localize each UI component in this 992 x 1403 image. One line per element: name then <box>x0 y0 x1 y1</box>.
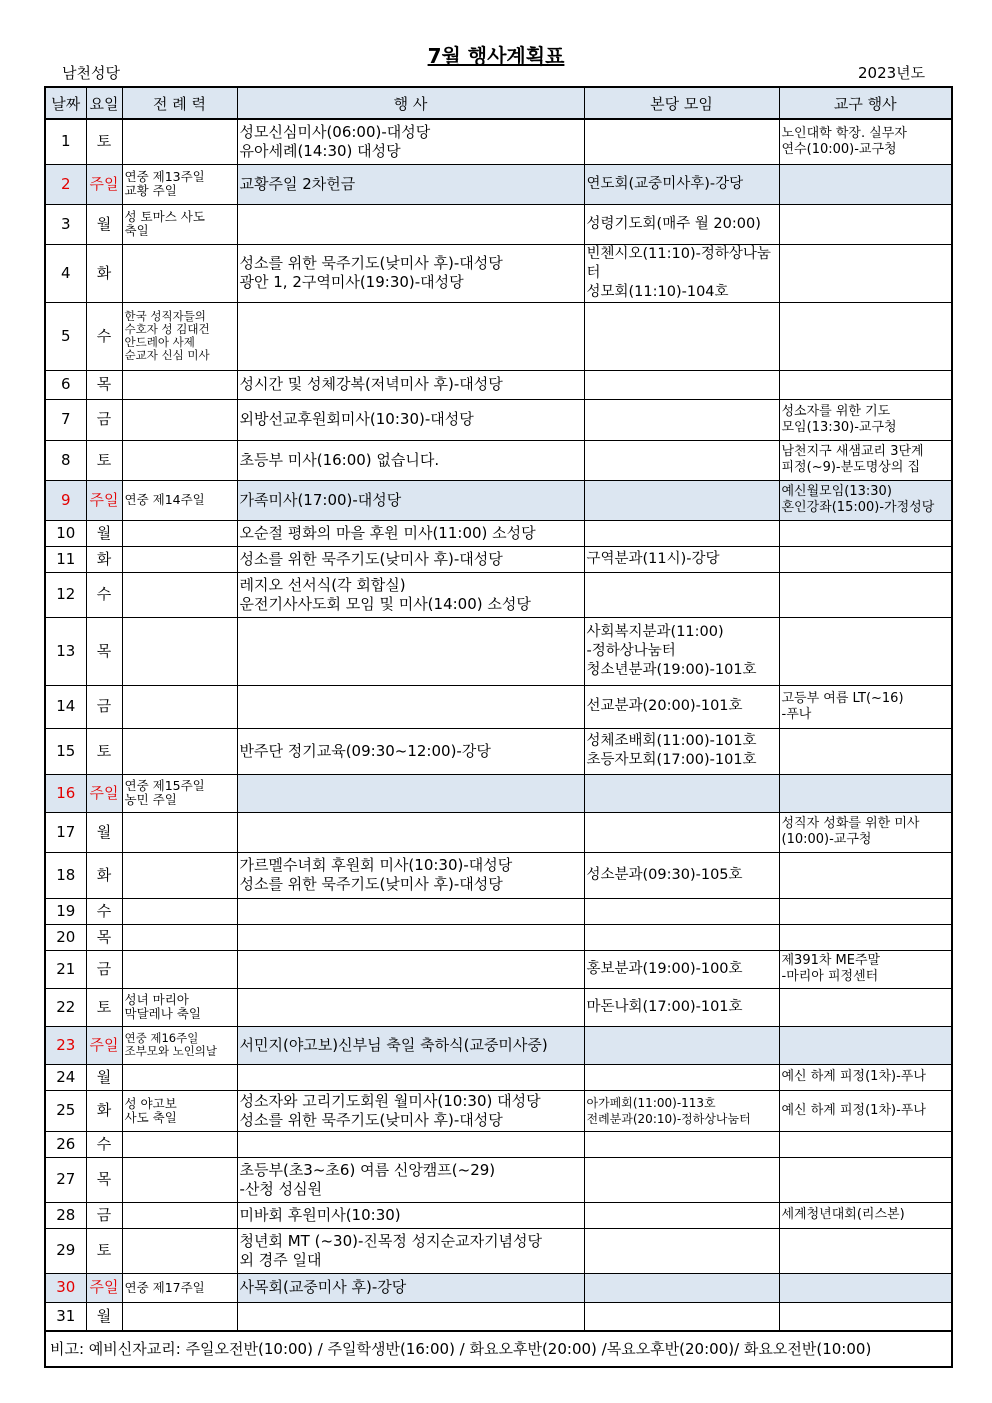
events-cell <box>237 924 584 950</box>
weekday-cell: 수 <box>86 1131 122 1157</box>
meetings-cell <box>584 399 779 440</box>
diocese-cell: 세계청년대회(리스본) <box>779 1202 952 1228</box>
date-cell: 24 <box>45 1064 86 1090</box>
weekday-cell: 목 <box>86 370 122 399</box>
table-row <box>45 852 952 898</box>
diocese-cell: 성소자를 위한 기도 모임(13:30)-교구청 <box>779 399 952 440</box>
date-cell: 19 <box>45 898 86 924</box>
page-title: 7월 행사계획표 <box>427 44 565 68</box>
table-row <box>45 480 952 520</box>
weekday-cell: 화 <box>86 546 122 572</box>
events-cell <box>237 950 584 988</box>
events-cell <box>237 685 584 728</box>
diocese-cell: 남천지구 새샘교리 3단계 피정(~9)-분도명상의 집 <box>779 440 952 480</box>
table-row <box>45 1202 952 1228</box>
date-cell: 31 <box>45 1302 86 1331</box>
diocese-cell <box>779 546 952 572</box>
meetings-cell <box>584 520 779 546</box>
liturgy-cell <box>122 520 237 546</box>
table-row <box>45 370 952 399</box>
table-row <box>45 812 952 852</box>
diocese-cell <box>779 164 952 204</box>
header-row <box>45 87 952 119</box>
liturgy-cell: 연중 제15주일 농민 주일 <box>122 774 237 812</box>
meetings-cell: 사회복지분과(11:00) -정하상나눔터 청소년분과(19:00)-101호 <box>584 617 779 685</box>
meetings-cell <box>584 1064 779 1090</box>
events-cell: 미바회 후원미사(10:30) <box>237 1202 584 1228</box>
weekday-cell: 주일 <box>86 1026 122 1064</box>
date-cell: 8 <box>45 440 86 480</box>
meetings-cell <box>584 370 779 399</box>
events-cell: 초등부(초3~초6) 여름 신앙캠프(~29) -산청 성심원 <box>237 1157 584 1202</box>
liturgy-cell <box>122 617 237 685</box>
diocese-cell <box>779 302 952 370</box>
meetings-cell <box>584 1228 779 1273</box>
header-liturgy: 전 례 력 <box>122 87 237 119</box>
weekday-cell: 월 <box>86 204 122 244</box>
liturgy-cell <box>122 370 237 399</box>
events-cell: 사목회(교중미사 후)-강당 <box>237 1273 584 1302</box>
weekday-cell: 월 <box>86 1064 122 1090</box>
events-cell: 외방선교후원회미사(10:30)-대성당 <box>237 399 584 440</box>
diocese-cell: 제391차 ME주말 -마리아 피정센터 <box>779 950 952 988</box>
diocese-cell: 성직자 성화를 위한 미사 (10:00)-교구청 <box>779 812 952 852</box>
weekday-cell: 금 <box>86 685 122 728</box>
diocese-cell <box>779 1026 952 1064</box>
table-row <box>45 546 952 572</box>
weekday-cell: 화 <box>86 244 122 302</box>
date-cell: 27 <box>45 1157 86 1202</box>
date-cell: 17 <box>45 812 86 852</box>
table-row <box>45 924 952 950</box>
date-cell: 12 <box>45 572 86 617</box>
header-parish-meetings: 본당 모임 <box>584 87 779 119</box>
events-cell <box>237 1131 584 1157</box>
weekday-cell: 월 <box>86 520 122 546</box>
table-row <box>45 774 952 812</box>
date-cell: 21 <box>45 950 86 988</box>
weekday-cell: 토 <box>86 119 122 164</box>
diocese-cell: 예신 하계 피정(1차)-푸나 <box>779 1064 952 1090</box>
diocese-cell <box>779 1157 952 1202</box>
date-cell: 9 <box>45 480 86 520</box>
liturgy-cell: 성녀 마리아 막달레나 축일 <box>122 988 237 1026</box>
diocese-cell: 고등부 여름 LT(~16) -푸나 <box>779 685 952 728</box>
meetings-cell: 구역분과(11시)-강당 <box>584 546 779 572</box>
events-cell <box>237 617 584 685</box>
liturgy-cell <box>122 1157 237 1202</box>
date-cell: 30 <box>45 1273 86 1302</box>
diocese-cell <box>779 1273 952 1302</box>
diocese-cell <box>779 370 952 399</box>
liturgy-cell <box>122 1302 237 1331</box>
diocese-cell <box>779 1131 952 1157</box>
table-row <box>45 988 952 1026</box>
weekday-cell: 화 <box>86 852 122 898</box>
meetings-cell <box>584 924 779 950</box>
meetings-cell <box>584 1131 779 1157</box>
events-cell: 서민지(야고보)신부님 축일 축하식(교중미사중) <box>237 1026 584 1064</box>
catechumen-note: 비고: 예비신자교리: 주일오전반(10:00) / 주일학생반(16:00) / 화요오후반(20:00) /목요오후반(20:00)/ 화요오전반(10:00) <box>45 1331 952 1367</box>
meetings-cell: 빈첸시오(11:10)-정하상나눔터 성모회(11:10)-104호 <box>584 244 779 302</box>
table-row <box>45 1228 952 1273</box>
liturgy-cell <box>122 244 237 302</box>
date-cell: 15 <box>45 728 86 774</box>
diocese-cell: 예신 하계 피정(1차)-푸나 <box>779 1090 952 1131</box>
table-row <box>45 244 952 302</box>
liturgy-cell: 연중 제17주일 <box>122 1273 237 1302</box>
meetings-cell: 홍보분과(19:00)-100호 <box>584 950 779 988</box>
meetings-cell <box>584 302 779 370</box>
date-cell: 11 <box>45 546 86 572</box>
table-row <box>45 898 952 924</box>
weekday-cell: 목 <box>86 924 122 950</box>
table-row <box>45 1302 952 1331</box>
events-cell <box>237 988 584 1026</box>
table-row <box>45 1273 952 1302</box>
diocese-cell <box>779 617 952 685</box>
weekday-cell: 화 <box>86 1090 122 1131</box>
liturgy-cell <box>122 852 237 898</box>
diocese-cell <box>779 988 952 1026</box>
date-cell: 26 <box>45 1131 86 1157</box>
liturgy-cell: 성 토마스 사도 축일 <box>122 204 237 244</box>
weekday-cell: 토 <box>86 1228 122 1273</box>
year-label: 2023년도 <box>858 64 926 82</box>
meetings-cell: 아가페회(11:00)-113호 전례분과(20:10)-정하상나눔터 <box>584 1090 779 1131</box>
date-cell: 25 <box>45 1090 86 1131</box>
events-cell <box>237 898 584 924</box>
diocese-cell <box>779 204 952 244</box>
diocese-cell <box>779 572 952 617</box>
meetings-cell: 마돈나회(17:00)-101호 <box>584 988 779 1026</box>
events-cell <box>237 812 584 852</box>
date-cell: 29 <box>45 1228 86 1273</box>
parish-name: 남천성당 <box>62 64 120 82</box>
liturgy-cell <box>122 950 237 988</box>
weekday-cell: 금 <box>86 950 122 988</box>
meetings-cell <box>584 572 779 617</box>
header-events: 행 사 <box>237 87 584 119</box>
meetings-cell: 성체조배회(11:00)-101호 초등자모회(17:00)-101호 <box>584 728 779 774</box>
events-cell <box>237 302 584 370</box>
events-cell: 성소를 위한 묵주기도(낮미사 후)-대성당 <box>237 546 584 572</box>
note-row <box>45 1331 952 1367</box>
date-cell: 20 <box>45 924 86 950</box>
liturgy-cell <box>122 685 237 728</box>
events-cell: 성소자와 고리기도회원 월미사(10:30) 대성당 성소를 위한 묵주기도(낮미사 후)-대성당 <box>237 1090 584 1131</box>
date-cell: 28 <box>45 1202 86 1228</box>
diocese-cell <box>779 1302 952 1331</box>
weekday-cell: 월 <box>86 812 122 852</box>
date-cell: 22 <box>45 988 86 1026</box>
weekday-cell: 토 <box>86 988 122 1026</box>
weekday-cell: 주일 <box>86 480 122 520</box>
events-cell: 반주단 정기교육(09:30~12:00)-강당 <box>237 728 584 774</box>
events-cell: 가르멜수녀회 후원회 미사(10:30)-대성당 성소를 위한 묵주기도(낮미사 후)-대성당 <box>237 852 584 898</box>
meetings-cell <box>584 440 779 480</box>
events-cell <box>237 1302 584 1331</box>
meetings-cell <box>584 898 779 924</box>
date-cell: 3 <box>45 204 86 244</box>
events-cell: 성소를 위한 묵주기도(낮미사 후)-대성당 광안 1, 2구역미사(19:30)-대성당 <box>237 244 584 302</box>
liturgy-cell <box>122 1228 237 1273</box>
diocese-cell <box>779 898 952 924</box>
table-row <box>45 520 952 546</box>
liturgy-cell <box>122 440 237 480</box>
liturgy-cell <box>122 572 237 617</box>
date-cell: 5 <box>45 302 86 370</box>
date-cell: 10 <box>45 520 86 546</box>
diocese-cell <box>779 852 952 898</box>
date-cell: 7 <box>45 399 86 440</box>
meetings-cell <box>584 1026 779 1064</box>
liturgy-cell: 연중 제14주일 <box>122 480 237 520</box>
date-cell: 18 <box>45 852 86 898</box>
meetings-cell <box>584 1302 779 1331</box>
events-cell: 청년회 MT (~30)-진목정 성지순교자기념성당 외 경주 일대 <box>237 1228 584 1273</box>
events-cell: 성시간 및 성체강복(저녁미사 후)-대성당 <box>237 370 584 399</box>
table-row <box>45 204 952 244</box>
weekday-cell: 주일 <box>86 1273 122 1302</box>
table-row <box>45 728 952 774</box>
table-row <box>45 1090 952 1131</box>
liturgy-cell <box>122 546 237 572</box>
date-cell: 1 <box>45 119 86 164</box>
table-row <box>45 685 952 728</box>
table-row <box>45 164 952 204</box>
events-cell: 성모신심미사(06:00)-대성당 유아세례(14:30) 대성당 <box>237 119 584 164</box>
events-cell: 오순절 평화의 마을 후원 미사(11:00) 소성당 <box>237 520 584 546</box>
table-row <box>45 617 952 685</box>
meetings-cell <box>584 119 779 164</box>
weekday-cell: 목 <box>86 617 122 685</box>
liturgy-cell <box>122 1064 237 1090</box>
events-cell <box>237 774 584 812</box>
weekday-cell: 주일 <box>86 774 122 812</box>
liturgy-cell <box>122 812 237 852</box>
weekday-cell: 월 <box>86 1302 122 1331</box>
date-cell: 13 <box>45 617 86 685</box>
events-cell <box>237 1064 584 1090</box>
table-row <box>45 950 952 988</box>
table-row <box>45 1026 952 1064</box>
table-row <box>45 572 952 617</box>
meetings-cell <box>584 812 779 852</box>
meetings-cell: 성소분과(09:30)-105호 <box>584 852 779 898</box>
table-row <box>45 1157 952 1202</box>
meetings-cell <box>584 1273 779 1302</box>
diocese-cell <box>779 728 952 774</box>
weekday-cell: 토 <box>86 440 122 480</box>
liturgy-cell: 성 야고보 사도 축일 <box>122 1090 237 1131</box>
meetings-cell <box>584 1202 779 1228</box>
meetings-cell: 선교분과(20:00)-101호 <box>584 685 779 728</box>
date-cell: 2 <box>45 164 86 204</box>
diocese-cell <box>779 774 952 812</box>
diocese-cell: 예신월모임(13:30) 혼인강좌(15:00)-가정성당 <box>779 480 952 520</box>
meetings-cell <box>584 1157 779 1202</box>
liturgy-cell <box>122 399 237 440</box>
diocese-cell <box>779 924 952 950</box>
events-cell: 레지오 선서식(각 회합실) 운전기사사도회 모임 및 미사(14:00) 소성당 <box>237 572 584 617</box>
weekday-cell: 수 <box>86 898 122 924</box>
meetings-cell <box>584 480 779 520</box>
weekday-cell: 목 <box>86 1157 122 1202</box>
liturgy-cell <box>122 119 237 164</box>
table-row <box>45 302 952 370</box>
weekday-cell: 토 <box>86 728 122 774</box>
meetings-cell <box>584 774 779 812</box>
date-cell: 23 <box>45 1026 86 1064</box>
events-cell <box>237 204 584 244</box>
liturgy-cell <box>122 728 237 774</box>
date-cell: 14 <box>45 685 86 728</box>
events-cell: 가족미사(17:00)-대성당 <box>237 480 584 520</box>
table-row <box>45 119 952 164</box>
weekday-cell: 주일 <box>86 164 122 204</box>
table-row <box>45 1064 952 1090</box>
weekday-cell: 수 <box>86 572 122 617</box>
date-cell: 16 <box>45 774 86 812</box>
liturgy-cell <box>122 1131 237 1157</box>
date-cell: 6 <box>45 370 86 399</box>
liturgy-cell <box>122 1202 237 1228</box>
diocese-cell <box>779 1228 952 1273</box>
meetings-cell: 성령기도회(매주 월 20:00) <box>584 204 779 244</box>
liturgy-cell: 연중 제13주일 교황 주일 <box>122 164 237 204</box>
diocese-cell <box>779 244 952 302</box>
table-row <box>45 399 952 440</box>
diocese-cell <box>779 520 952 546</box>
header-diocese-events: 교구 행사 <box>779 87 952 119</box>
events-cell: 초등부 미사(16:00) 없습니다. <box>237 440 584 480</box>
event-calendar-table <box>44 86 953 1368</box>
weekday-cell: 수 <box>86 302 122 370</box>
liturgy-cell: 한국 성직자들의 수호자 성 김대건 안드레아 사제 순교자 신심 미사 <box>122 302 237 370</box>
liturgy-cell: 연중 제16주일 조부모와 노인의날 <box>122 1026 237 1064</box>
table-row <box>45 1131 952 1157</box>
liturgy-cell <box>122 924 237 950</box>
liturgy-cell <box>122 898 237 924</box>
events-cell: 교황주일 2차헌금 <box>237 164 584 204</box>
meetings-cell: 연도회(교중미사후)-강당 <box>584 164 779 204</box>
weekday-cell: 금 <box>86 399 122 440</box>
weekday-cell: 금 <box>86 1202 122 1228</box>
header-weekday: 요일 <box>86 87 122 119</box>
date-cell: 4 <box>45 244 86 302</box>
header-date: 날짜 <box>45 87 86 119</box>
table-row <box>45 440 952 480</box>
diocese-cell: 노인대학 학장. 실무자 연수(10:00)-교구청 <box>779 119 952 164</box>
